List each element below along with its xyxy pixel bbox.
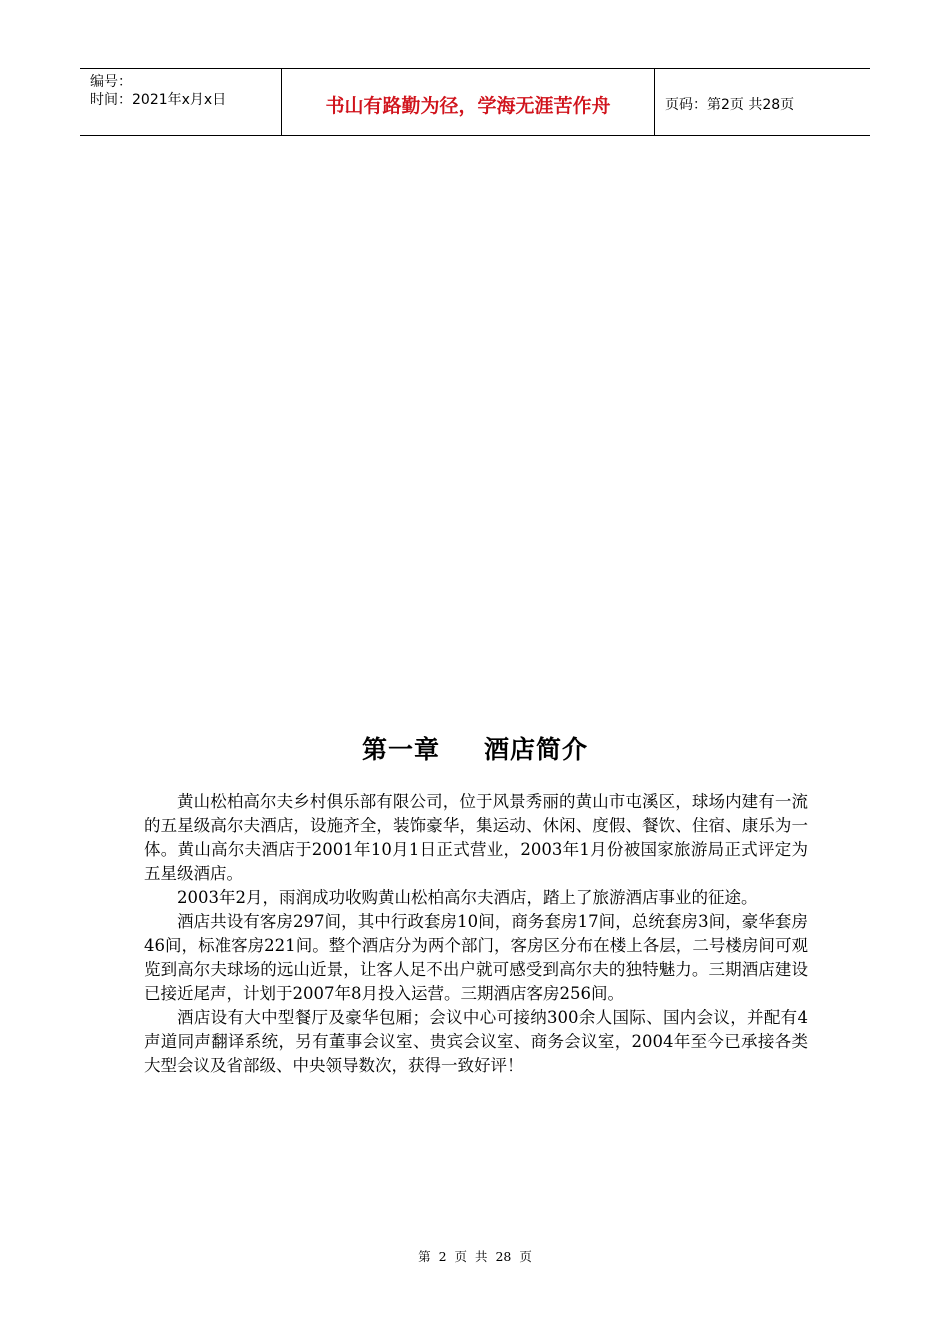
paragraph: 酒店设有大中型餐厅及豪华包厢；会议中心可接纳300余人国际、国内会议，并配有4声道同声翻译系统，另有董事会议室、贵宾会议室、商务会议室，2004年至今已承接各类大型会议及省部级、中央领导数次，获得一致好评！: [144, 1008, 808, 1075]
paragraph: 2003年2月，雨润成功收购黄山松柏高尔夫酒店，踏上了旅游酒店事业的征途。: [177, 888, 758, 907]
chapter-title: [0, 730, 950, 766]
header-meta: [80, 69, 282, 135]
header-time-label: 时间：2021年x月x日: [90, 92, 227, 108]
page-header: [80, 68, 870, 136]
chapter-name: 酒店简介: [484, 735, 589, 764]
chapter-number: 第一章: [361, 735, 440, 764]
page-footer: 第 2 页 共 28 页: [418, 1249, 532, 1264]
header-number-label: 编号：: [90, 74, 132, 90]
header-motto: 书山有路勤为径，学海无涯苦作舟: [282, 69, 655, 135]
chapter-body: [144, 790, 808, 1078]
paragraph: 黄山松柏高尔夫乡村俱乐部有限公司，位于风景秀丽的黄山市屯溪区，球场内建有一流的五星级高尔夫酒店，设施齐全，装饰豪华，集运动、休闲、度假、餐饮、住宿、康乐为一体。黄山高尔夫酒店于2001年10月1日正式营业，2003年1月份被国家旅游局正式评定为五星级酒店。: [144, 792, 808, 883]
header-page-code: 页码：第2页 共28页: [665, 96, 795, 113]
paragraph: 酒店共设有客房297间，其中行政套房10间，商务套房17间，总统套房3间，豪华套房46间，标准客房221间。整个酒店分为两个部门，客房区分布在楼上各层，二号楼房间可观览到高尔夫球场的远山近景，让客人足不出户就可感受到高尔夫的独特魅力。三期酒店建设已接近尾声，计划于2007年8月投入运营。三期酒店客房256间。: [144, 912, 808, 1003]
